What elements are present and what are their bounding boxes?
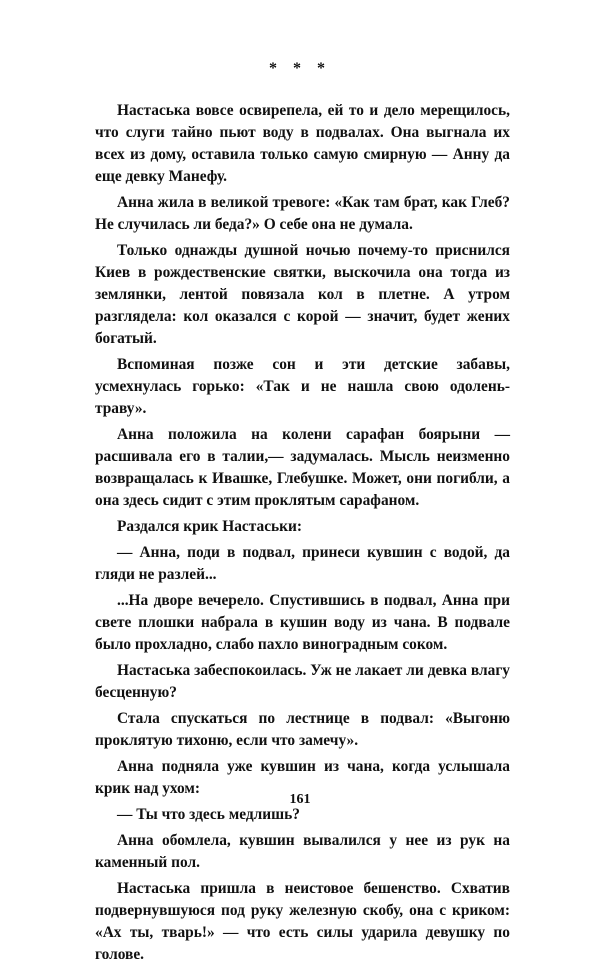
paragraph: Настаська забеспокоилась. Уж не лакает ли девка влагу бесценную? (95, 662, 510, 701)
paragraph: Настаська вовсе освирепела, ей то и дело мерещилось, что слуги тайно пьют воду в подвалах. Она выгнала их всех из дому, оставила только самую смирную — Анну да еще девку Манефу. (95, 102, 510, 185)
paragraph: Анна жила в великой тревоге: «Как там брат, как Глеб? Не случилась ли беда?» О себе она не думала. (95, 194, 510, 233)
paragraph: Вспоминая позже сон и эти детские забавы, усмехнулась горько: «Так и не нашла свою одолень-траву». (95, 356, 510, 417)
paragraph: Анна подняла уже кувшин из чана, когда услышала крик над ухом: (95, 758, 510, 797)
paragraph: Анна обомлела, кувшин вывалился у нее из рук на каменный пол. (95, 832, 510, 871)
paragraph: Анна положила на колени сарафан боярыни — расшивала его в талии,— задумалась. Мысль неизменно возвращалась к Ивашке, Глебушке. Может, они погибли, а она здесь сидит с этим проклятым сарафаном. (95, 426, 510, 509)
paragraph: Настаська пришла в неистовое бешенство. Схватив подвернувшуюся под руку железную скобу, она с криком: «Ах ты, тварь!» — что есть силы ударила девушку по голове. (95, 880, 510, 963)
paragraph: Стала спускаться по лестнице в подвал: «Выгоню проклятую тихоню, если что замечу». (95, 710, 510, 749)
paragraph: — Анна, поди в подвал, принеси кувшин с водой, да гляди не разлей... (95, 544, 510, 583)
paragraph: — Ты что здесь медлишь? (117, 806, 300, 823)
page-number: 161 (289, 792, 311, 807)
paragraph: Только однажды душной ночью почему-то приснился Киев в рождественские святки, выскочила она тогда из землянки, лентой повязала кол в плетне. А утром разглядела: кол оказался с корой — значит, будет жених богатый. (95, 242, 510, 347)
paragraph: ...На дворе вечерело. Спустившись в подвал, Анна при свете плошки набрала в кушин воду из чана. В подвале было прохладно, слабо пахло виноградным соком. (95, 592, 510, 653)
section-divider: * * * (269, 60, 331, 77)
paragraph: Раздался крик Настаськи: (117, 518, 303, 535)
body-text (95, 100, 510, 970)
